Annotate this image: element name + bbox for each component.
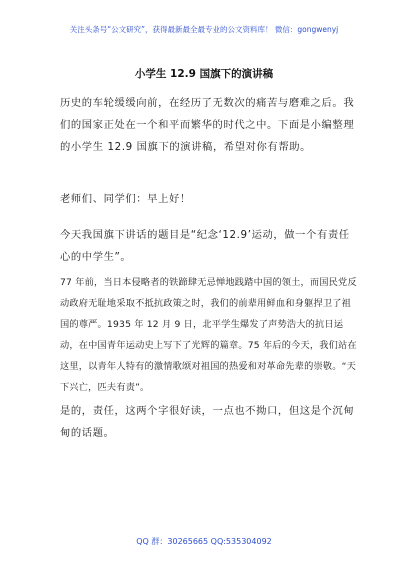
greeting-paragraph: 老师们、同学们：早上好！ <box>60 193 191 205</box>
footer-contact-note: QQ 群：30265665 QQ:535304092 <box>136 537 272 546</box>
history-paragraph: 77 年前，当日本侵略者的铁蹄肆无忌惮地践踏中国的领土，而国民党反动政府无耻地采取不抵抗政策之时，我们的前辈用鲜血和身躯捍卫了祖国的尊严。1935 年 12 月 9 日，北平学生爆发了声势浩大的抗日运动，在中国青年运动史上写下了光辉的篇章。75 年后的今天，我们站在这里，以青年人特有的激情歌颂对祖国的热爱和对革命先辈的崇敬。“天下兴亡，匹夫有责”。 <box>60 277 357 393</box>
header-promo-note: 关注头条号“公文研究”，获得最新最全最专业的公文资料库！ 微信：gongwenyj <box>69 25 339 34</box>
intro-paragraph: 历史的车轮缓缓向前，在经历了无数次的痛苦与磨难之后。我们的国家正处在一个和平而繁华的时代之中。下面是小编整理的小学生 12.9 国旗下的演讲稿，希望对你有帮助。 <box>60 97 355 153</box>
topic-paragraph: 今天我国旗下讲话的题目是“纪念‘12.9’运动，做一个有责任心的中学生”。 <box>60 229 350 263</box>
responsibility-paragraph: 是的，责任，这两个字很好读，一点也不拗口，但这是个沉甸甸的话题。 <box>60 405 355 439</box>
document-title: 小学生 12.9 国旗下的演讲稿 <box>134 68 274 80</box>
